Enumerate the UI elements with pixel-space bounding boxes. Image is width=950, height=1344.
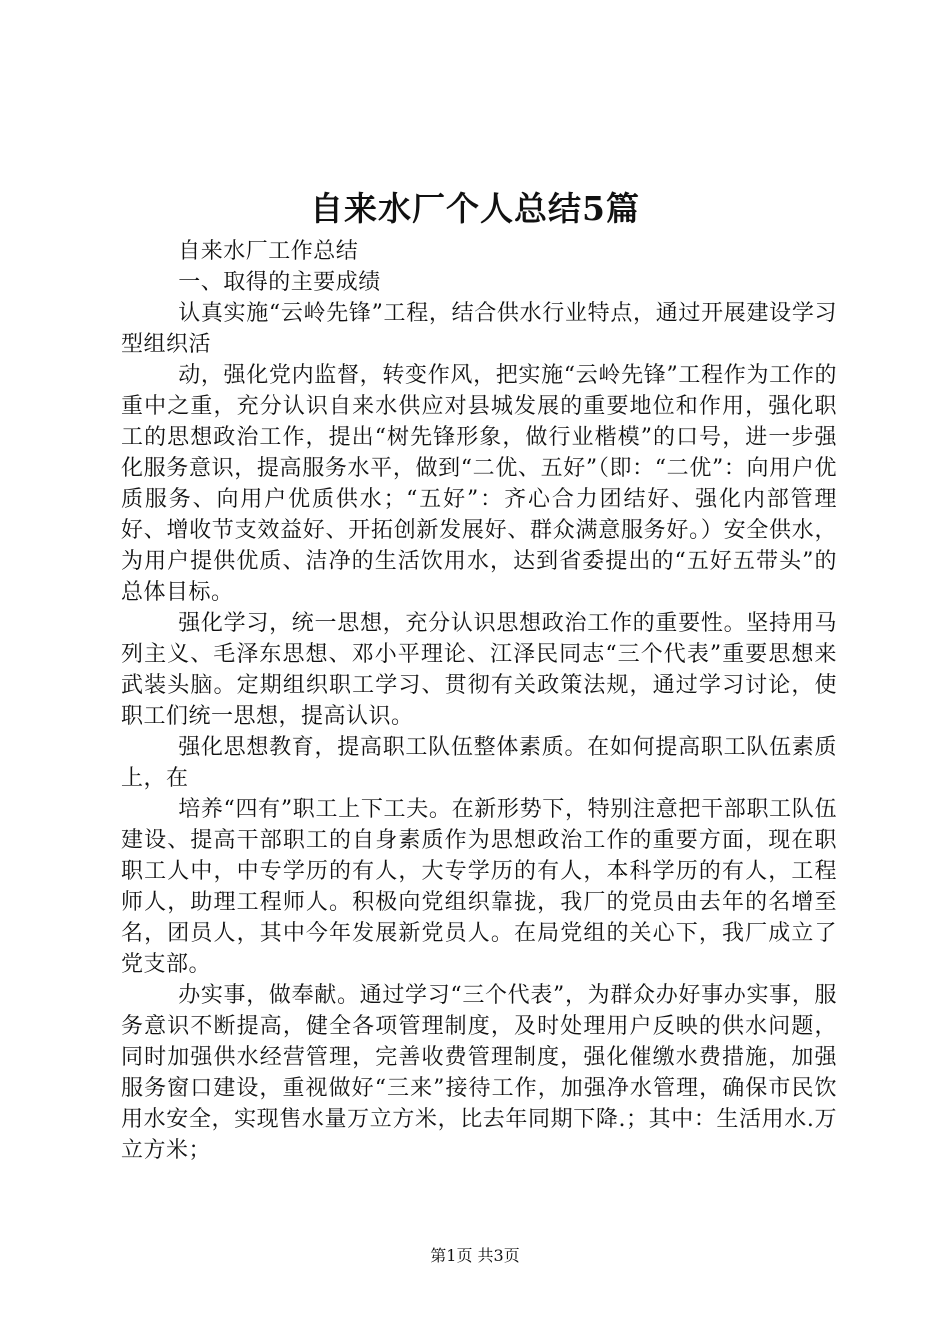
- paragraph: 动，强化党内监督，转变作风，把实施“云岭先锋”工程作为工作的重中之重，充分认识自来水供应对县城发展的重要地位和作用，强化职工的思想政治工作，提出“树先锋形象，做行业楷模”的口号，进一步强化服务意识，提高服务水平，做到“二优、五好”（即：“二优”：向用户优质服务、向用户优质供水；“五好”：齐心合力团结好、强化内部管理好、增收节支效益好、开拓创新发展好、群众满意服务好。）安全供水，为用户提供优质、洁净的生活饮用水，达到省委提出的“五好五带头”的总体目标。: [121, 363, 837, 605]
- paragraph: 办实事，做奉献。通过学习“三个代表”，为群众办好事办实事，服务意识不断提高，健全各项管理制度，及时处理用户反映的供水问题，同时加强供水经营管理，完善收费管理制度，强化催缴水费措施，加强服务窗口建设，重视做好“三来”接待工作，加强净水管理，确保市民饮用水安全，实现售水量万立方米，比去年同期下降.；其中：生活用水.万立方米；: [121, 983, 837, 1163]
- paragraph-heading: 自来水厂工作总结: [178, 239, 359, 264]
- paragraph-section-heading: 一、取得的主要成绩: [178, 270, 381, 295]
- paragraph: 强化学习，统一思想，充分认识思想政治工作的重要性。坚持用马列主义、毛泽东思想、邓小平理论、江泽民同志“三个代表”重要思想来武装头脑。定期组织职工学习、贯彻有关政策法规，通过学习讨论，使职工们统一思想，提高认识。: [121, 611, 837, 729]
- paragraph: 培养“四有”职工上下工夫。在新形势下，特别注意把干部职工队伍建设、提高干部职工的自身素质作为思想政治工作的重要方面，现在职职工人中，中专学历的有人，大专学历的有人，本科学历的有人，工程师人，助理工程师人。积极向党组织靠拢，我厂的党员由去年的名增至名，团员人，其中今年发展新党员人。在局党组的关心下，我厂成立了党支部。: [121, 797, 837, 977]
- document-title: 自来水厂个人总结5篇: [310, 189, 640, 228]
- page-footer: 第1页 共3页: [430, 1246, 520, 1265]
- paragraph: 认真实施“云岭先锋”工程，结合供水行业特点，通过开展建设学习型组织活: [121, 301, 837, 357]
- paragraph: 强化思想教育，提高职工队伍整体素质。在如何提高职工队伍素质上，在: [121, 735, 837, 791]
- document-body: [121, 236, 837, 1166]
